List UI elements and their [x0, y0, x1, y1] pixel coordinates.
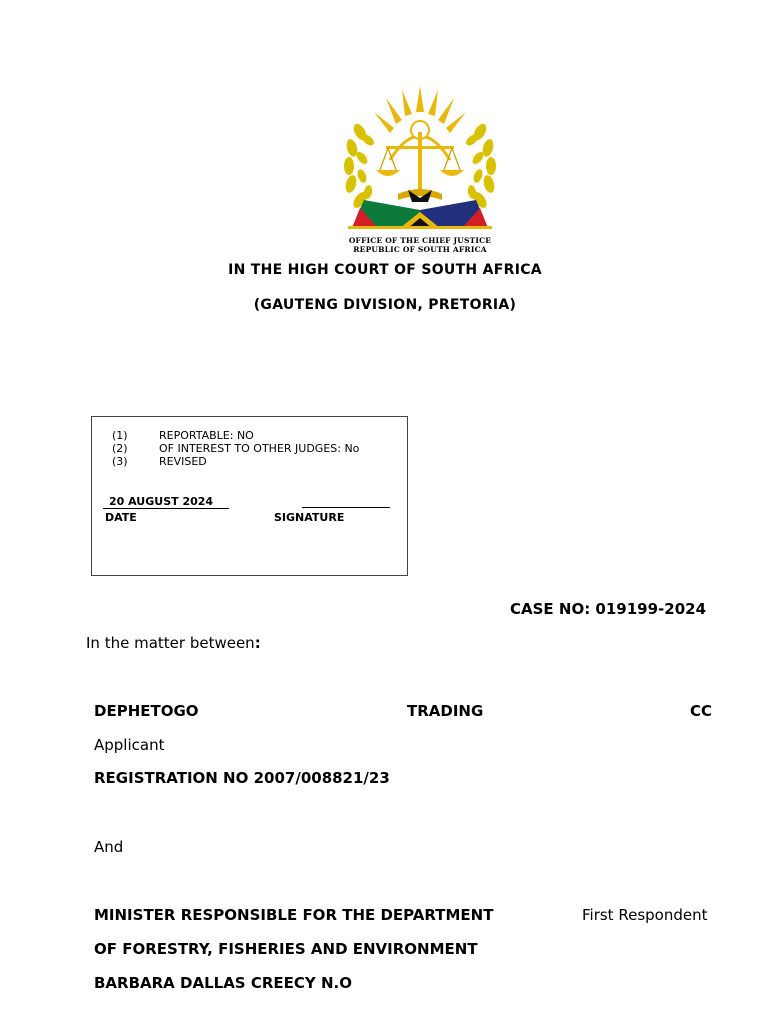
- item-text: OF INTEREST TO OTHER JUDGES: No: [159, 442, 360, 455]
- signature-line: [302, 507, 390, 508]
- reportable-item: [112, 455, 359, 468]
- signature-label: SIGNATURE: [274, 511, 345, 524]
- reportable-item: [112, 429, 359, 442]
- reportable-box: [91, 416, 408, 576]
- matter-between-text: In the matter between: [86, 634, 255, 652]
- applicant-name-part3: CC: [690, 702, 713, 720]
- respondent-line3: BARBARA DALLAS CREECY N.O: [94, 974, 352, 992]
- item-number: (2): [112, 442, 128, 455]
- court-title: IN THE HIGH COURT OF SOUTH AFRICA: [228, 262, 542, 278]
- applicant-registration: REGISTRATION NO 2007/008821/23: [94, 769, 390, 787]
- item-number: (1): [112, 429, 128, 442]
- item-text: REVISED: [159, 455, 207, 468]
- respondent-line1: MINISTER RESPONSIBLE FOR THE DEPARTMENT: [94, 906, 494, 924]
- applicant-role: Applicant: [94, 736, 165, 754]
- court-division: (GAUTENG DIVISION, PRETORIA): [253, 297, 517, 313]
- logo-text-republic: REPUBLIC OF SOUTH AFRICA: [353, 245, 487, 254]
- matter-between-colon: :: [254, 634, 261, 652]
- coat-of-arms-icon: [338, 82, 502, 230]
- respondent-role: First Respondent: [582, 906, 708, 924]
- matter-between: [86, 634, 261, 652]
- case-number: CASE NO: 019199-2024: [510, 600, 707, 618]
- reportable-list: [112, 429, 359, 468]
- item-number: (3): [112, 455, 128, 468]
- and-separator: And: [94, 838, 124, 856]
- item-text: REPORTABLE: NO: [159, 429, 254, 442]
- court-logo: [338, 82, 502, 258]
- applicant-name-part1: DEPHETOGO: [94, 702, 199, 720]
- date-value: 20 AUGUST 2024: [103, 495, 229, 509]
- respondent-line2: OF FORESTRY, FISHERIES AND ENVIRONMENT: [94, 940, 478, 958]
- date-label: DATE: [105, 511, 137, 524]
- logo-text-office: OFFICE OF THE CHIEF JUSTICE: [348, 236, 492, 245]
- reportable-item: [112, 442, 359, 455]
- applicant-name-part2: TRADING: [407, 702, 484, 720]
